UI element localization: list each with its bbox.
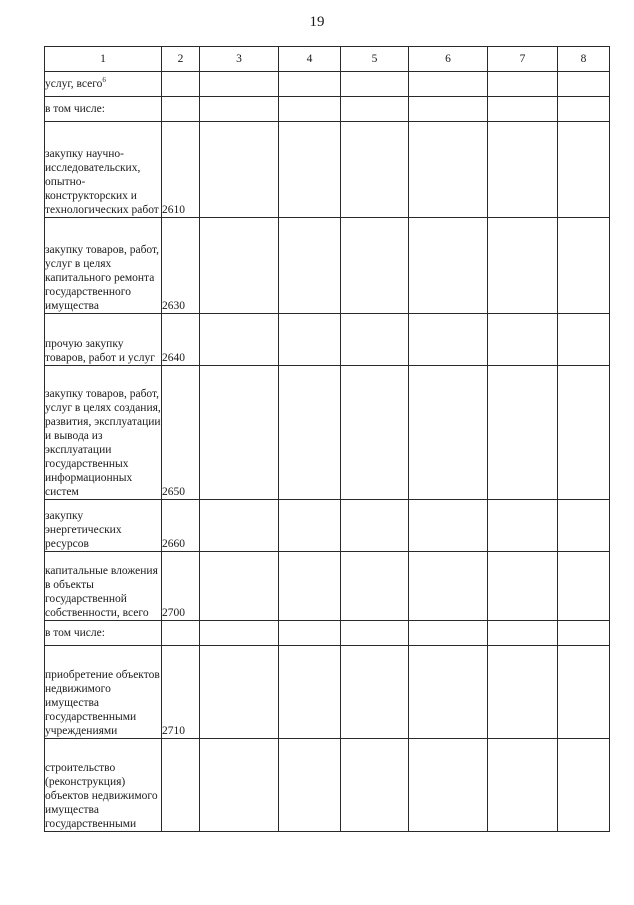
value-cell[interactable] — [409, 314, 488, 366]
value-cell[interactable] — [341, 314, 409, 366]
column-header: 7 — [488, 47, 558, 72]
value-cell[interactable] — [558, 739, 610, 832]
value-cell[interactable] — [409, 218, 488, 314]
value-cell[interactable] — [279, 122, 341, 218]
row-code: 2700 — [162, 552, 200, 621]
row-name-cell — [45, 72, 162, 97]
value-cell[interactable] — [409, 122, 488, 218]
column-header: 6 — [409, 47, 488, 72]
column-header: 4 — [279, 47, 341, 72]
value-cell[interactable] — [341, 500, 409, 552]
value-cell[interactable] — [279, 366, 341, 500]
value-cell[interactable] — [200, 621, 279, 646]
value-cell[interactable] — [558, 218, 610, 314]
row-name: в том числе: — [45, 621, 162, 646]
value-cell[interactable] — [341, 646, 409, 739]
value-cell[interactable] — [558, 552, 610, 621]
value-cell[interactable] — [200, 646, 279, 739]
value-cell[interactable] — [279, 552, 341, 621]
value-cell[interactable] — [279, 72, 341, 97]
table-row — [45, 621, 610, 646]
column-header: 1 — [45, 47, 162, 72]
row-name: услуг, всего — [45, 78, 103, 90]
value-cell[interactable] — [488, 621, 558, 646]
value-cell[interactable] — [558, 366, 610, 500]
value-cell[interactable] — [341, 72, 409, 97]
value-cell[interactable] — [488, 552, 558, 621]
value-cell[interactable] — [409, 72, 488, 97]
value-cell[interactable] — [200, 97, 279, 122]
row-code: 2640 — [162, 314, 200, 366]
value-cell[interactable] — [558, 314, 610, 366]
value-cell[interactable] — [279, 500, 341, 552]
row-code: 2610 — [162, 122, 200, 218]
value-cell[interactable] — [200, 552, 279, 621]
value-cell[interactable] — [279, 218, 341, 314]
value-cell[interactable] — [488, 218, 558, 314]
value-cell[interactable] — [488, 97, 558, 122]
table-row — [45, 314, 610, 366]
value-cell[interactable] — [341, 552, 409, 621]
value-cell[interactable] — [279, 97, 341, 122]
row-code — [162, 72, 200, 97]
value-cell[interactable] — [488, 646, 558, 739]
table-row — [45, 646, 610, 739]
value-cell[interactable] — [488, 739, 558, 832]
page-number: 19 — [309, 14, 325, 30]
footnote-mark: 6 — [102, 76, 106, 85]
table-row — [45, 218, 610, 314]
value-cell[interactable] — [409, 646, 488, 739]
value-cell[interactable] — [341, 366, 409, 500]
value-cell[interactable] — [488, 122, 558, 218]
value-cell[interactable] — [409, 621, 488, 646]
row-code — [162, 739, 200, 832]
table-row — [45, 366, 610, 500]
row-name: приобретение объектов недвижимого имущества государственными учреждениями — [45, 646, 162, 739]
column-header: 5 — [341, 47, 409, 72]
table-row — [45, 72, 610, 97]
value-cell[interactable] — [488, 314, 558, 366]
value-cell[interactable] — [279, 646, 341, 739]
value-cell[interactable] — [488, 366, 558, 500]
value-cell[interactable] — [279, 621, 341, 646]
row-code — [162, 621, 200, 646]
row-name: закупку энергетических ресурсов — [45, 500, 162, 552]
value-cell[interactable] — [409, 552, 488, 621]
value-cell[interactable] — [488, 72, 558, 97]
value-cell[interactable] — [200, 72, 279, 97]
value-cell[interactable] — [558, 500, 610, 552]
value-cell[interactable] — [488, 500, 558, 552]
row-name: закупку товаров, работ, услуг в целях создания, развития, эксплуатации и вывода из эксплуатации государственных информационных систем — [45, 366, 162, 500]
row-code: 2630 — [162, 218, 200, 314]
value-cell[interactable] — [341, 739, 409, 832]
value-cell[interactable] — [341, 97, 409, 122]
row-code: 2710 — [162, 646, 200, 739]
row-name: строительство (реконструкция) объектов недвижимого имущества государственными — [45, 739, 162, 832]
value-cell[interactable] — [200, 366, 279, 500]
value-cell[interactable] — [200, 314, 279, 366]
value-cell[interactable] — [200, 218, 279, 314]
row-name: закупку научно-исследовательских, опытно-конструкторских и технологических работ — [45, 122, 162, 218]
table-row — [45, 739, 610, 832]
value-cell[interactable] — [558, 621, 610, 646]
form-table — [44, 46, 610, 832]
value-cell[interactable] — [558, 97, 610, 122]
value-cell[interactable] — [558, 646, 610, 739]
value-cell[interactable] — [341, 218, 409, 314]
row-code — [162, 97, 200, 122]
value-cell[interactable] — [200, 122, 279, 218]
row-name: закупку товаров, работ, услуг в целях капитального ремонта государственного имущества — [45, 218, 162, 314]
row-code: 2650 — [162, 366, 200, 500]
column-header: 3 — [200, 47, 279, 72]
value-cell[interactable] — [279, 314, 341, 366]
value-cell[interactable] — [409, 500, 488, 552]
value-cell[interactable] — [279, 739, 341, 832]
value-cell[interactable] — [558, 72, 610, 97]
value-cell[interactable] — [200, 739, 279, 832]
table-header-row — [45, 47, 610, 72]
value-cell[interactable] — [409, 97, 488, 122]
row-name: прочую закупку товаров, работ и услуг — [45, 314, 162, 366]
value-cell[interactable] — [558, 122, 610, 218]
value-cell[interactable] — [200, 500, 279, 552]
row-code: 2660 — [162, 500, 200, 552]
table-row — [45, 552, 610, 621]
row-name: в том числе: — [45, 97, 162, 122]
table-row — [45, 122, 610, 218]
value-cell[interactable] — [409, 739, 488, 832]
value-cell[interactable] — [409, 366, 488, 500]
column-header: 2 — [162, 47, 200, 72]
value-cell[interactable] — [341, 122, 409, 218]
column-header: 8 — [558, 47, 610, 72]
row-name: капитальные вложения в объекты государственной собственности, всего — [45, 552, 162, 621]
table-row — [45, 500, 610, 552]
value-cell[interactable] — [341, 621, 409, 646]
table-row — [45, 97, 610, 122]
